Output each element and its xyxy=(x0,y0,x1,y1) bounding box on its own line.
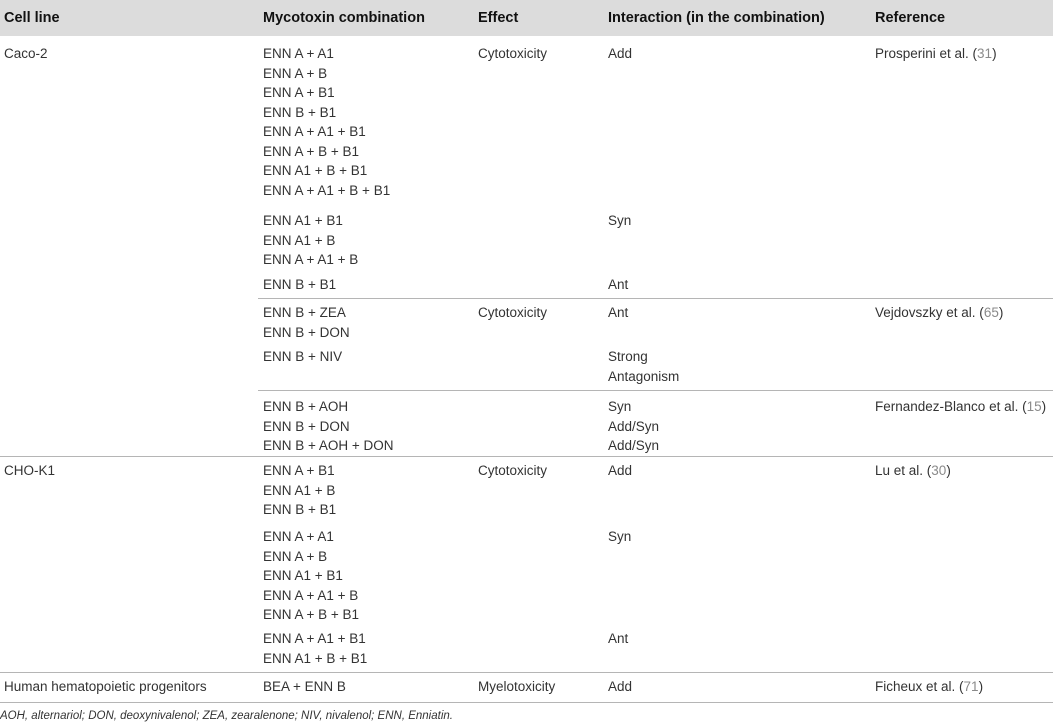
mycotoxin-combination: ENN B + DON xyxy=(263,418,350,434)
reference-number-link[interactable]: 31 xyxy=(977,46,993,61)
interaction-label: Syn xyxy=(608,529,632,544)
interaction-label: Add xyxy=(608,463,633,478)
mycotoxin-combination: ENN B + DON xyxy=(263,324,350,340)
interaction-label: Syn xyxy=(608,399,632,414)
mycotoxin-combination: ENN A + A1 + B1 xyxy=(263,124,366,139)
mycotoxin-combination: ENN B + ZEA xyxy=(263,305,346,320)
reference-number-link[interactable]: 30 xyxy=(931,463,947,478)
mycotoxin-combination: ENN A + A1 + B xyxy=(263,252,359,267)
reference-close-paren: ) xyxy=(978,679,984,694)
reference-close-paren: ) xyxy=(998,305,1004,320)
reference-number-link[interactable]: 71 xyxy=(963,679,979,694)
reference-number-link[interactable]: 15 xyxy=(1026,399,1042,414)
mycotoxin-combination: ENN A1 + B + B1 xyxy=(263,650,368,666)
mycotoxin-combination: ENN A + B1 xyxy=(263,85,335,100)
table-footnote: AOH, alternariol; DON, deoxynivalenol; ZEA, zearalenone; NIV, nivalenol; ENN, Enniatin. xyxy=(0,710,453,722)
effect-label: Cytotoxicity xyxy=(478,463,548,478)
reference-author: Prosperini et al. ( xyxy=(875,46,978,61)
interaction-label: Antagonism xyxy=(608,368,680,384)
reference-citation xyxy=(875,461,951,481)
reference-close-paren: ) xyxy=(1041,399,1047,414)
header-effect: Effect xyxy=(478,10,519,26)
mycotoxin-combination: ENN B + NIV xyxy=(263,349,343,364)
interaction-label: Add xyxy=(608,679,633,694)
reference-citation xyxy=(875,677,983,697)
mycotoxin-combination: ENN A + A1 + B + B1 xyxy=(263,182,391,198)
header-mycotoxin-combination: Mycotoxin combination xyxy=(263,10,425,26)
header-interaction: Interaction (in the combination) xyxy=(608,10,825,26)
mycotoxin-combination: ENN A1 + B1 xyxy=(263,213,343,228)
header-cell-line: Cell line xyxy=(4,10,60,26)
mycotoxin-combination: ENN B + AOH xyxy=(263,399,349,414)
reference-author: Vejdovszky et al. ( xyxy=(875,305,984,320)
effect-label: Cytotoxicity xyxy=(478,46,548,61)
mycotoxin-combination: ENN A + B + B1 xyxy=(263,143,360,159)
interaction-label: Strong xyxy=(608,349,648,364)
mycotoxin-combination: ENN A + B xyxy=(263,65,328,81)
mycotoxin-combination: ENN B + B1 xyxy=(263,502,337,517)
reference-number-link[interactable]: 65 xyxy=(983,305,999,320)
reference-close-paren: ) xyxy=(946,463,951,478)
interaction-label: Ant xyxy=(608,305,629,320)
interaction-label: Add/Syn xyxy=(608,418,660,434)
mycotoxin-combination: ENN A + A1 xyxy=(263,529,334,544)
interaction-label: Syn xyxy=(608,213,632,228)
reference-author: Fernandez-Blanco et al. ( xyxy=(875,399,1027,414)
interaction-label: Ant xyxy=(608,631,629,646)
mycotoxin-combination: ENN A1 + B + B1 xyxy=(263,163,368,178)
row-divider xyxy=(0,702,1053,703)
mycotoxin-combination: ENN A + B + B1 xyxy=(263,607,360,622)
mycotoxin-combination: ENN A + B1 xyxy=(263,463,335,478)
reference-author: Ficheux et al. ( xyxy=(875,679,964,694)
reference-citation xyxy=(875,397,1046,417)
effect-label: Myelotoxicity xyxy=(478,679,556,694)
interaction-label: Add/Syn xyxy=(608,438,660,453)
header-reference: Reference xyxy=(875,10,946,26)
mycotoxin-combination: ENN B + B1 xyxy=(263,104,337,120)
reference-citation xyxy=(875,303,1003,323)
effect-label: Cytotoxicity xyxy=(478,305,548,320)
row-divider xyxy=(258,298,1053,299)
cell-line-label: CHO-K1 xyxy=(4,463,56,478)
cell-line-label: Human hematopoietic progenitors xyxy=(4,679,207,694)
mycotoxin-combination: ENN A1 + B1 xyxy=(263,568,343,583)
mycotoxin-combination: ENN B + AOH + DON xyxy=(263,438,394,453)
cell-line-label: Caco-2 xyxy=(4,46,48,61)
mycotoxin-combination: ENN A1 + B xyxy=(263,482,336,498)
mycotoxin-combination: ENN A1 + B xyxy=(263,232,336,248)
mycotoxin-combination: ENN B + B1 xyxy=(263,277,337,292)
interaction-label: Add xyxy=(608,46,633,61)
reference-citation xyxy=(875,44,997,64)
row-divider xyxy=(0,672,1053,673)
interaction-label: Ant xyxy=(608,277,629,292)
reference-author: Lu et al. ( xyxy=(875,463,932,478)
mycotoxin-combination: ENN A + B xyxy=(263,548,328,564)
row-divider xyxy=(258,390,1053,391)
table-header xyxy=(0,0,1053,36)
mycotoxin-combination: ENN A + A1 xyxy=(263,46,334,61)
mycotoxin-combination: BEA + ENN B xyxy=(263,679,346,694)
row-divider xyxy=(0,456,1053,457)
mycotoxin-combination: ENN A + A1 + B xyxy=(263,587,359,603)
reference-close-paren: ) xyxy=(992,46,997,61)
mycotoxin-combination: ENN A + A1 + B1 xyxy=(263,631,366,646)
